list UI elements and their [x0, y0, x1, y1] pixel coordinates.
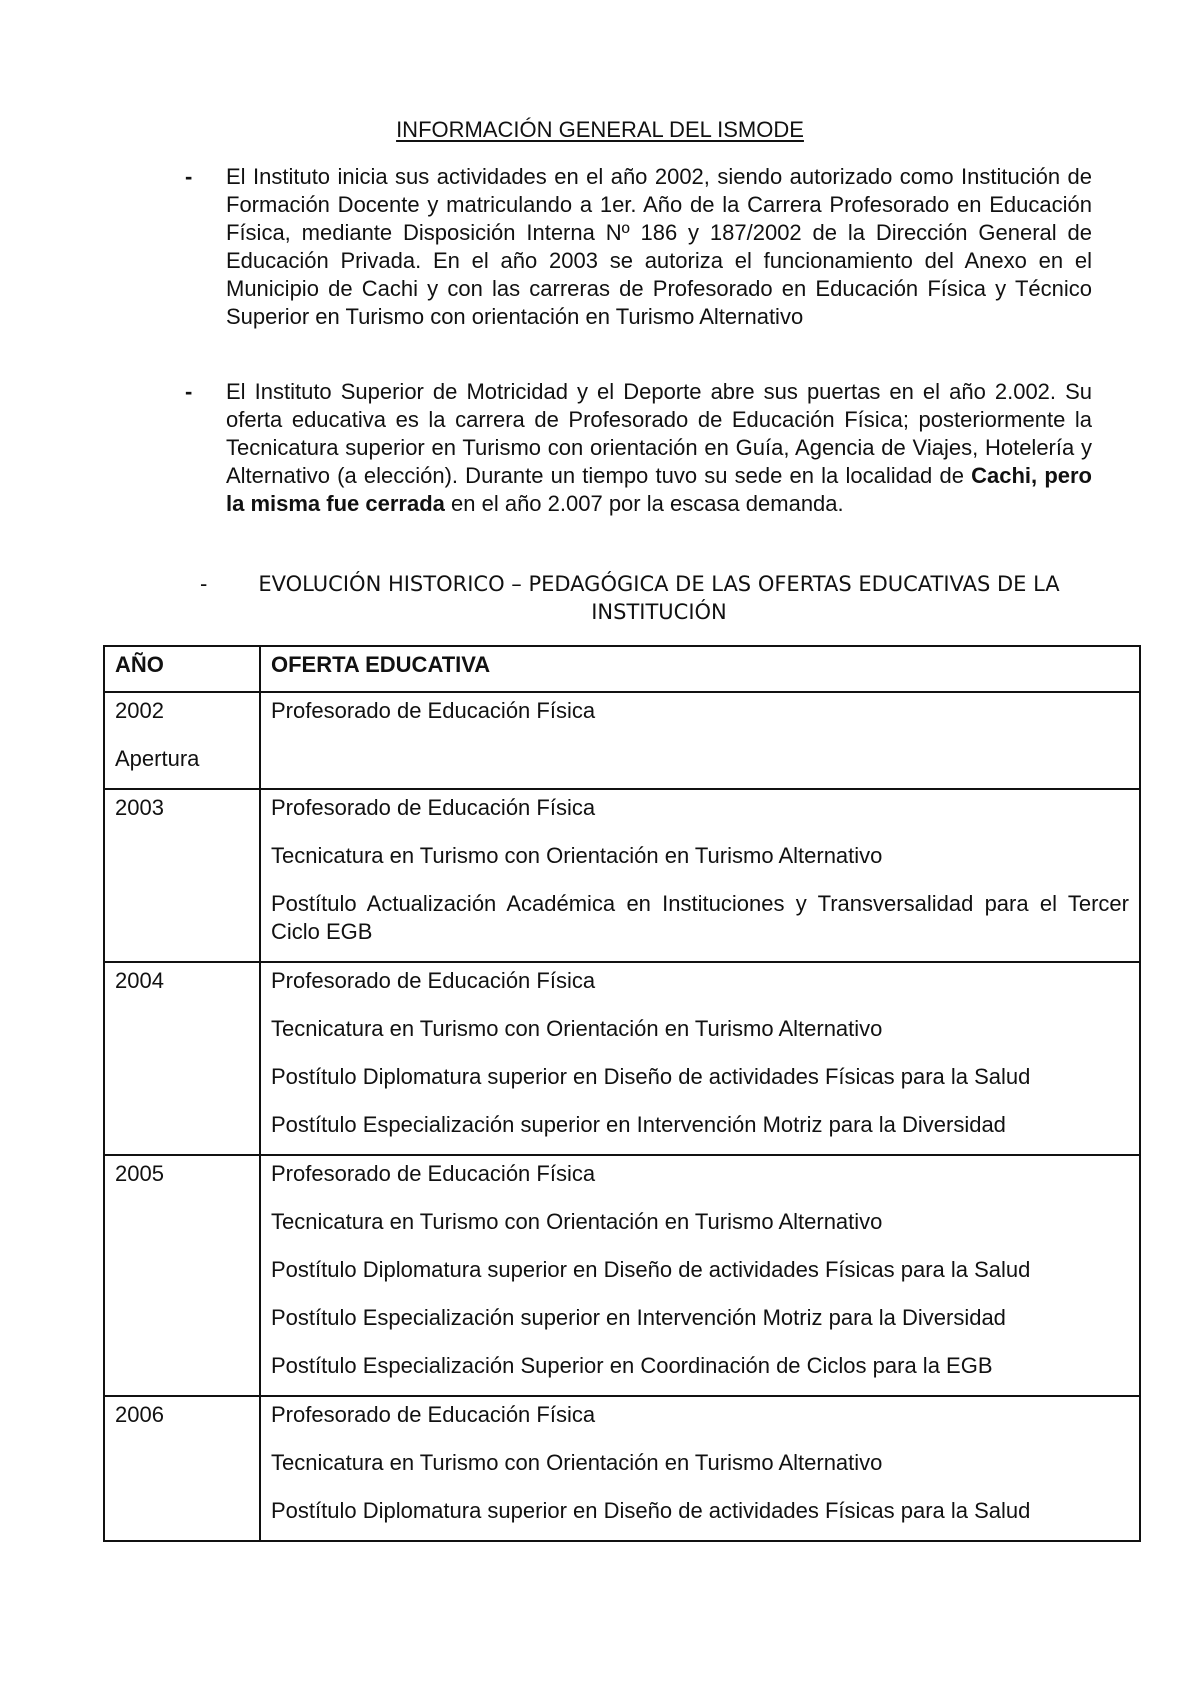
offer-item: Profesorado de Educación Física	[271, 968, 596, 993]
section-heading-text: EVOLUCIÓN HISTORICO – PEDAGÓGICA DE LAS OFERTAS EDUCATIVAS DE LA INSTITUCIÓN	[258, 572, 1060, 624]
paragraph-text: en el año 2.007 por la escasa demanda.	[444, 491, 844, 516]
offer-cell	[260, 692, 1140, 789]
section-marker: -	[200, 571, 208, 596]
year-value: 2005	[115, 1161, 164, 1186]
offer-item: Profesorado de Educación Física	[271, 795, 596, 820]
year-cell	[104, 1155, 260, 1396]
offer-item: Postítulo Especialización Superior en Coordinación de Ciclos para la EGB	[271, 1353, 993, 1378]
table-row	[104, 962, 1140, 1155]
year-value: 2003	[115, 795, 164, 820]
offer-item: Profesorado de Educación Física	[271, 698, 596, 723]
table-row	[104, 1155, 1140, 1396]
table-row	[104, 789, 1140, 962]
offer-cell	[260, 962, 1140, 1155]
year-value: 2006	[115, 1402, 164, 1427]
table-row	[104, 1396, 1140, 1541]
year-value: 2002	[115, 698, 164, 723]
offer-item: Tecnicatura en Turismo con Orientación en Turismo Alternativo	[271, 1016, 883, 1041]
offer-item: Tecnicatura en Turismo con Orientación en Turismo Alternativo	[271, 843, 883, 868]
offer-item: Postítulo Especialización superior en Intervención Motriz para la Diversidad	[271, 1112, 1006, 1137]
offer-item: Profesorado de Educación Física	[271, 1402, 596, 1427]
offer-cell	[260, 1155, 1140, 1396]
offer-item: Postítulo Especialización superior en Intervención Motriz para la Diversidad	[271, 1305, 1006, 1330]
offer-item: Postítulo Actualización Académica en Instituciones y Transversalidad para el Tercer Ciclo EGB	[271, 891, 1129, 944]
offer-item: Postítulo Diplomatura superior en Diseño de actividades Físicas para la Salud	[271, 1064, 1031, 1089]
offer-item: Postítulo Diplomatura superior en Diseño de actividades Físicas para la Salud	[271, 1498, 1031, 1523]
bullet-paragraph	[226, 378, 1092, 518]
year-cell	[104, 789, 260, 962]
table-header-row	[104, 646, 1140, 692]
table-row	[104, 692, 1140, 789]
offers-table	[103, 645, 1141, 1542]
header-offer: OFERTA EDUCATIVA	[260, 646, 1140, 692]
bullet-paragraph: El Instituto inicia sus actividades en el año 2002, siendo autorizado como Institución de Formación Docente y matriculando a 1er. Año de la Carrera Profesorado en Educación Física, mediante Disposición Interna Nº 186 y 187/2002 de la Dirección General de Educación Privada. En el año 2003 se autoriza el funcionamiento del Anexo en el Municipio de Cachi y con las carreras de Profesorado en Educación Física y Técnico Superior en Turismo con orientación en Turismo Alternativo	[226, 164, 1092, 329]
bullet-marker: -	[185, 379, 193, 404]
paragraph-text: El Instituto Superior de Motricidad y el Deporte abre sus puertas en el año 2.002. Su oferta educativa es la carrera de Profesorado de Educación Física; posteriormente la Tecnicatura superior en Turismo con orientación en Guía, Agencia de Viajes, Hotelería y Alternativo (a elección). Durante un tiempo tuvo su sede en la localidad de	[226, 379, 1092, 488]
year-cell	[104, 1396, 260, 1541]
year-cell	[104, 962, 260, 1155]
offer-item: Postítulo Diplomatura superior en Diseño de actividades Físicas para la Salud	[271, 1257, 1031, 1282]
offer-cell	[260, 789, 1140, 962]
year-note: Apertura	[115, 746, 200, 771]
document-title: INFORMACIÓN GENERAL DEL ISMODE	[396, 117, 804, 142]
year-cell	[104, 692, 260, 789]
offer-item: Tecnicatura en Turismo con Orientación en Turismo Alternativo	[271, 1450, 883, 1475]
paragraph-bold-text: Cachi, pero la misma fue cerrada	[226, 463, 1092, 516]
offer-cell	[260, 1396, 1140, 1541]
header-year: AÑO	[104, 646, 260, 692]
offer-item: Tecnicatura en Turismo con Orientación en Turismo Alternativo	[271, 1209, 883, 1234]
year-value: 2004	[115, 968, 164, 993]
bullet-marker: -	[185, 164, 193, 189]
offer-item: Profesorado de Educación Física	[271, 1161, 596, 1186]
